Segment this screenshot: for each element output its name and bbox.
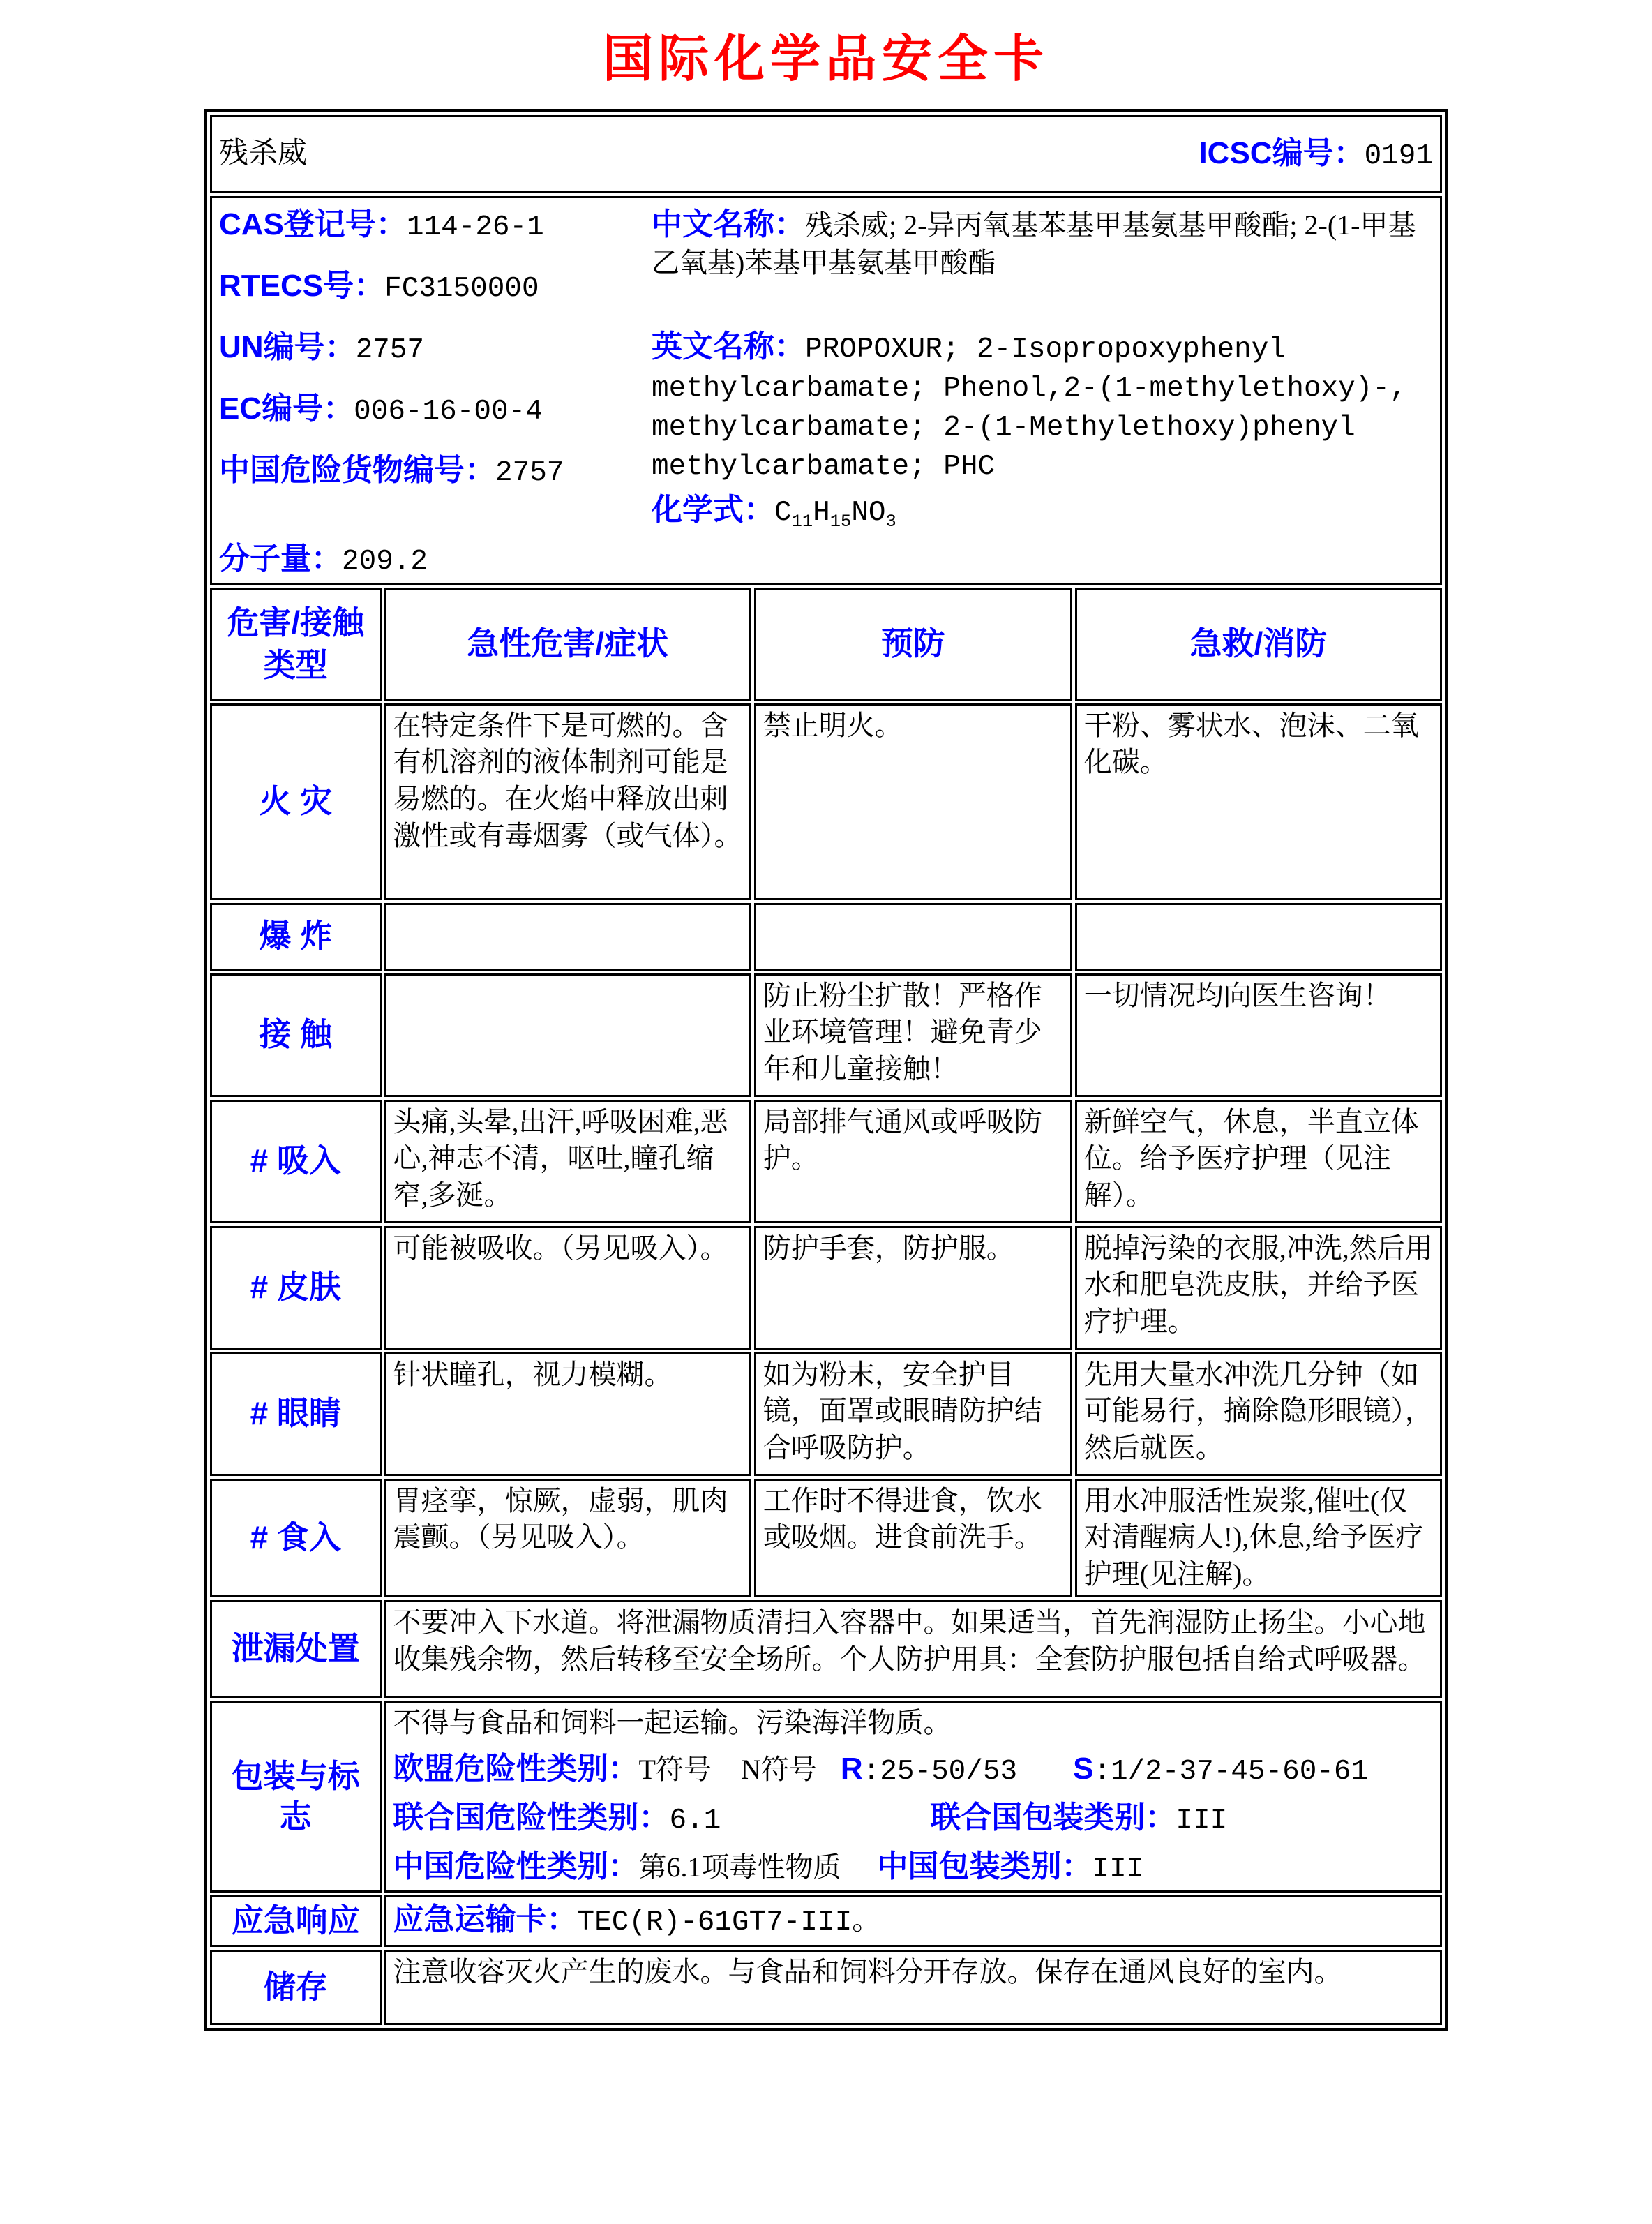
molecular-weight: 分子量：209.2 xyxy=(219,541,428,578)
icsc-value: 0191 xyxy=(1364,140,1433,172)
skin-type: # 皮肤 xyxy=(210,1226,382,1350)
col-symptoms: 急性危害/症状 xyxy=(384,588,751,701)
hazard-row-fire xyxy=(210,703,1442,900)
eyes-prevention: 如为粉末，安全护目镜，面罩或眼睛防护结合呼吸防护。 xyxy=(754,1352,1072,1476)
hazard-row-skin xyxy=(210,1226,1442,1350)
col-hazard-type: 危害/接触类型 xyxy=(210,588,382,701)
inhalation-symptoms: 头痛,头晕,出汗,呼吸困难,恶心,神志不清，呕吐,瞳孔缩窄,多涎。 xyxy=(384,1100,751,1223)
eyes-symptoms: 针状瞳孔，视力模糊。 xyxy=(384,1352,751,1476)
skin-symptoms: 可能被吸收。（另见吸入）。 xyxy=(384,1226,751,1350)
identifiers-cell xyxy=(210,196,1442,585)
exposure-response: 一切情况均向医生咨询！ xyxy=(1075,973,1442,1097)
chemical-formula: 化学式：$C_{11}H_{15}NO_3$ xyxy=(652,493,896,532)
substance-name: 残杀威 xyxy=(219,137,308,170)
hazard-row-eyes xyxy=(210,1352,1442,1476)
packaging-content xyxy=(384,1701,1442,1893)
page-title: 国际化学品安全卡 xyxy=(602,31,1049,87)
inhalation-prevention: 局部排气通风或呼吸防护。 xyxy=(754,1100,1072,1223)
spill-title: 泄漏处置 xyxy=(210,1600,382,1698)
hazard-row-explosion xyxy=(210,903,1442,971)
icsc-label: ICSC编号： xyxy=(1199,135,1365,170)
icsc-number xyxy=(1199,133,1433,175)
storage-row xyxy=(210,1950,1442,2025)
explosion-response xyxy=(1075,903,1442,971)
packaging-transport-note: 不得与食品和饲料一起运输。污染海洋物质。 xyxy=(393,1707,952,1739)
emergency-title: 应急响应 xyxy=(210,1895,382,1947)
inhalation-response: 新鲜空气，休息，半直立体位。给予医疗护理（见注解）。 xyxy=(1075,1100,1442,1223)
china-dg-number: 中国危险货物编号：2757 xyxy=(219,453,564,490)
ingestion-symptoms: 胃痉挛，惊厥，虚弱，肌肉震颤。（另见吸入）。 xyxy=(384,1479,751,1597)
emergency-content xyxy=(384,1895,1442,1947)
col-response: 急救/消防 xyxy=(1075,588,1442,701)
hazard-columns-row xyxy=(210,588,1442,701)
explosion-symptoms xyxy=(384,903,751,971)
un-number: UN编号：2757 xyxy=(219,330,424,367)
registry-numbers xyxy=(219,200,652,581)
identifiers-row xyxy=(210,196,1442,585)
fire-type: 火 灾 xyxy=(210,703,382,900)
exposure-type: 接 触 xyxy=(210,973,382,1097)
explosion-type: 爆 炸 xyxy=(210,903,382,971)
transport-card-label: 应急运输卡： xyxy=(393,1902,578,1937)
hazard-row-inhalation xyxy=(210,1100,1442,1223)
spill-content: 不要冲入下水道。将泄漏物质清扫入容器中。如果适当，首先润湿防止扬尘。小心地收集残余物，然后转移至安全场所。个人防护用具：全套防护服包括自给式呼吸器。 xyxy=(384,1600,1442,1698)
skin-response: 脱掉污染的衣服,冲洗,然后用水和肥皂洗皮肤，并给予医疗护理。 xyxy=(1075,1226,1442,1350)
emergency-row xyxy=(210,1895,1442,1947)
packaging-un-class: 联合国危险性类别：6.1 联合国包装类别：III xyxy=(393,1800,1228,1837)
rtecs-number: RTECS号：FC3150000 xyxy=(219,269,539,306)
exposure-prevention: 防止粉尘扩散！严格作业环境管理！避免青少年和儿童接触！ xyxy=(754,973,1072,1097)
packaging-eu-class: 欧盟危险性类别：T符号 N符号 R:25-50/53 S:1/2-37-45-60-61 xyxy=(393,1751,1369,1788)
fire-prevention: 禁止明火。 xyxy=(754,703,1072,900)
packaging-row xyxy=(210,1701,1442,1893)
explosion-prevention xyxy=(754,903,1072,971)
skin-prevention: 防护手套，防护服。 xyxy=(754,1226,1072,1350)
exposure-symptoms xyxy=(384,973,751,1097)
storage-content: 注意收容灭火产生的废水。与食品和饲料分开存放。保存在通风良好的室内。 xyxy=(384,1950,1442,2025)
ingestion-response: 用水冲服活性炭浆,催吐(仅对清醒病人!),休息,给予医疗护理(见注解)。 xyxy=(1075,1479,1442,1597)
packaging-cn-class: 中国危险性类别：第6.1项毒性物质 中国包装类别：III xyxy=(393,1849,1144,1886)
spill-row xyxy=(210,1600,1442,1698)
eyes-response: 先用大量水冲洗几分钟（如可能易行，摘除隐形眼镜），然后就医。 xyxy=(1075,1352,1442,1476)
hazard-row-ingestion xyxy=(210,1479,1442,1597)
chinese-name: 中文名称：残杀威; 2-异丙氧基苯基甲基氨基甲酸酯; 2-(1-甲基乙氧基)苯基甲基氨基甲酸酯 xyxy=(652,207,1416,279)
ingestion-type: # 食入 xyxy=(210,1479,382,1597)
transport-card-value: TEC(R)-61GT7-III。 xyxy=(577,1906,881,1939)
packaging-title: 包装与标志 xyxy=(210,1701,382,1893)
cas-number: CAS登记号：114-26-1 xyxy=(219,207,544,244)
fire-response: 干粉、雾状水、泡沫、二氧化碳。 xyxy=(1075,703,1442,900)
fire-symptoms: 在特定条件下是可燃的。含有机溶剂的液体制剂可能是易燃的。在火焰中释放出刺激性或有毒烟雾（或气体）。 xyxy=(384,703,751,900)
hazard-row-exposure xyxy=(210,973,1442,1097)
card-header-row xyxy=(210,115,1442,193)
storage-title: 储存 xyxy=(210,1950,382,2025)
names-block xyxy=(652,200,1433,581)
english-name: 英文名称：PROPOXUR; 2-Isopropoxyphenyl methylcarbamate; Phenol,2-(1-methylethoxy)-, methylcarbamate; 2-(1-Methylethoxy)phenyl methylcarbamate; PHC xyxy=(652,329,1407,484)
col-prevention: 预防 xyxy=(754,588,1072,701)
safety-card-table xyxy=(204,109,1448,2031)
inhalation-type: # 吸入 xyxy=(210,1100,382,1223)
card-header-cell xyxy=(210,115,1442,193)
eyes-type: # 眼睛 xyxy=(210,1352,382,1476)
ec-number: EC编号：006-16-00-4 xyxy=(219,391,543,428)
ingestion-prevention: 工作时不得进食，饮水或吸烟。进食前洗手。 xyxy=(754,1479,1072,1597)
